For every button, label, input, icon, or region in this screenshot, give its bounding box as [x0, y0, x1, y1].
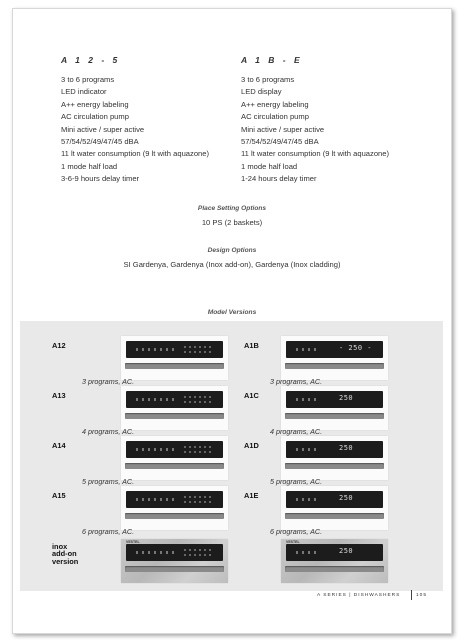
spec-item: 57/54/52/49/47/45 dBA [241, 137, 319, 147]
design-section [13, 247, 451, 269]
dishwasher-image [121, 336, 228, 380]
dishwasher-image [121, 386, 228, 430]
model-caption: 6 programs, AC. [82, 527, 135, 536]
label-line: add-on [52, 549, 77, 559]
control-panel [126, 544, 223, 561]
model-label: A12 [52, 341, 66, 350]
control-panel [286, 441, 383, 458]
door-handle [285, 363, 384, 369]
spec-item: 11 lt water consumption (9 lt with aquazone) [241, 149, 390, 159]
right-spec-column [241, 55, 411, 186]
right-column-title: A 1 B - E [241, 55, 303, 65]
door-handle [125, 566, 224, 572]
spec-item: 1 mode half load [61, 161, 118, 171]
model-versions-panel [20, 321, 443, 591]
spec-item: 3 to 6 programs [241, 75, 295, 84]
dishwasher-image [281, 436, 388, 480]
door-handle [125, 513, 224, 519]
model-caption: 5 programs, AC. [270, 477, 323, 486]
spec-item: 3 to 6 programs [61, 75, 115, 84]
led-display: 250 [339, 394, 354, 402]
design-value: SI Gardenya, Gardenya (Inox add-on), Gardenya (Inox cladding) [123, 260, 341, 269]
model-label: A15 [52, 491, 66, 500]
control-panel [286, 391, 383, 408]
label-line: version [52, 556, 79, 566]
spec-item: LED indicator [61, 87, 107, 97]
door-handle [125, 463, 224, 469]
left-spec-column [61, 55, 231, 186]
control-panel [126, 441, 223, 458]
place-setting-value: 10 PS (2 baskets) [201, 218, 263, 227]
door-handle [285, 566, 384, 572]
control-panel [286, 544, 383, 561]
left-column-title: A 1 2 - 5 [61, 55, 121, 65]
spec-item: Mini active / super active [241, 124, 325, 134]
led-display: - 250 - [339, 344, 373, 352]
model-caption: 6 programs, AC. [270, 527, 323, 536]
model-label: A1B [244, 341, 259, 350]
model-caption: 4 programs, AC. [270, 427, 323, 436]
door-handle [285, 513, 384, 519]
spec-item: 1 mode half load [241, 161, 298, 171]
footer-divider [411, 590, 412, 600]
brand-logo: VESTEL [286, 540, 300, 544]
model-label: A13 [52, 391, 66, 400]
model-label: A1E [244, 491, 259, 500]
design-title: Design Options [207, 247, 257, 254]
spec-item: AC circulation pump [61, 112, 129, 122]
label-line: inox [52, 542, 68, 551]
place-setting-title: Place Setting Options [197, 205, 267, 212]
model-versions-title: Model Versions [207, 309, 257, 316]
door-handle [125, 363, 224, 369]
dishwasher-inox-image [121, 539, 228, 583]
spec-item: A++ energy labeling [61, 99, 129, 109]
footer-section-label: A SERIES | DISHWASHERS [317, 593, 401, 598]
led-display: 250 [339, 444, 354, 452]
spec-item: AC circulation pump [241, 112, 309, 122]
door-handle [285, 413, 384, 419]
brand-logo: VESTEL [126, 540, 140, 544]
control-panel [126, 491, 223, 508]
spec-item: 1-24 hours delay timer [241, 174, 317, 184]
spec-item: 3-6-9 hours delay timer [61, 174, 140, 184]
control-panel [286, 491, 383, 508]
model-label: A14 [52, 441, 66, 450]
dishwasher-inox-image [281, 539, 388, 583]
door-handle [125, 413, 224, 419]
spec-item: A++ energy labeling [241, 99, 309, 109]
spec-item: Mini active / super active [61, 124, 145, 134]
document-page [12, 8, 452, 634]
model-caption: 5 programs, AC. [82, 477, 135, 486]
dishwasher-image [281, 486, 388, 530]
led-display: 250 [339, 547, 354, 555]
control-panel [126, 341, 223, 358]
door-handle [285, 463, 384, 469]
dishwasher-image [121, 486, 228, 530]
spec-item: LED display [241, 87, 282, 97]
dishwasher-image [281, 336, 388, 380]
page-number: 105 [416, 593, 428, 598]
place-setting-section [13, 205, 451, 227]
control-panel [286, 341, 383, 358]
control-panel [126, 391, 223, 408]
model-label: A1C [244, 391, 259, 400]
model-caption: 3 programs, AC. [82, 377, 135, 386]
inox-version-label [52, 543, 78, 565]
dishwasher-image [281, 386, 388, 430]
dishwasher-image [121, 436, 228, 480]
spec-item: 57/54/52/49/47/45 dBA [61, 137, 139, 147]
model-caption: 4 programs, AC. [82, 427, 135, 436]
spec-item: 11 lt water consumption (9 lt with aquazone) [61, 149, 210, 159]
led-display: 250 [339, 494, 354, 502]
model-label: A1D [244, 441, 259, 450]
model-caption: 3 programs, AC. [270, 377, 323, 386]
